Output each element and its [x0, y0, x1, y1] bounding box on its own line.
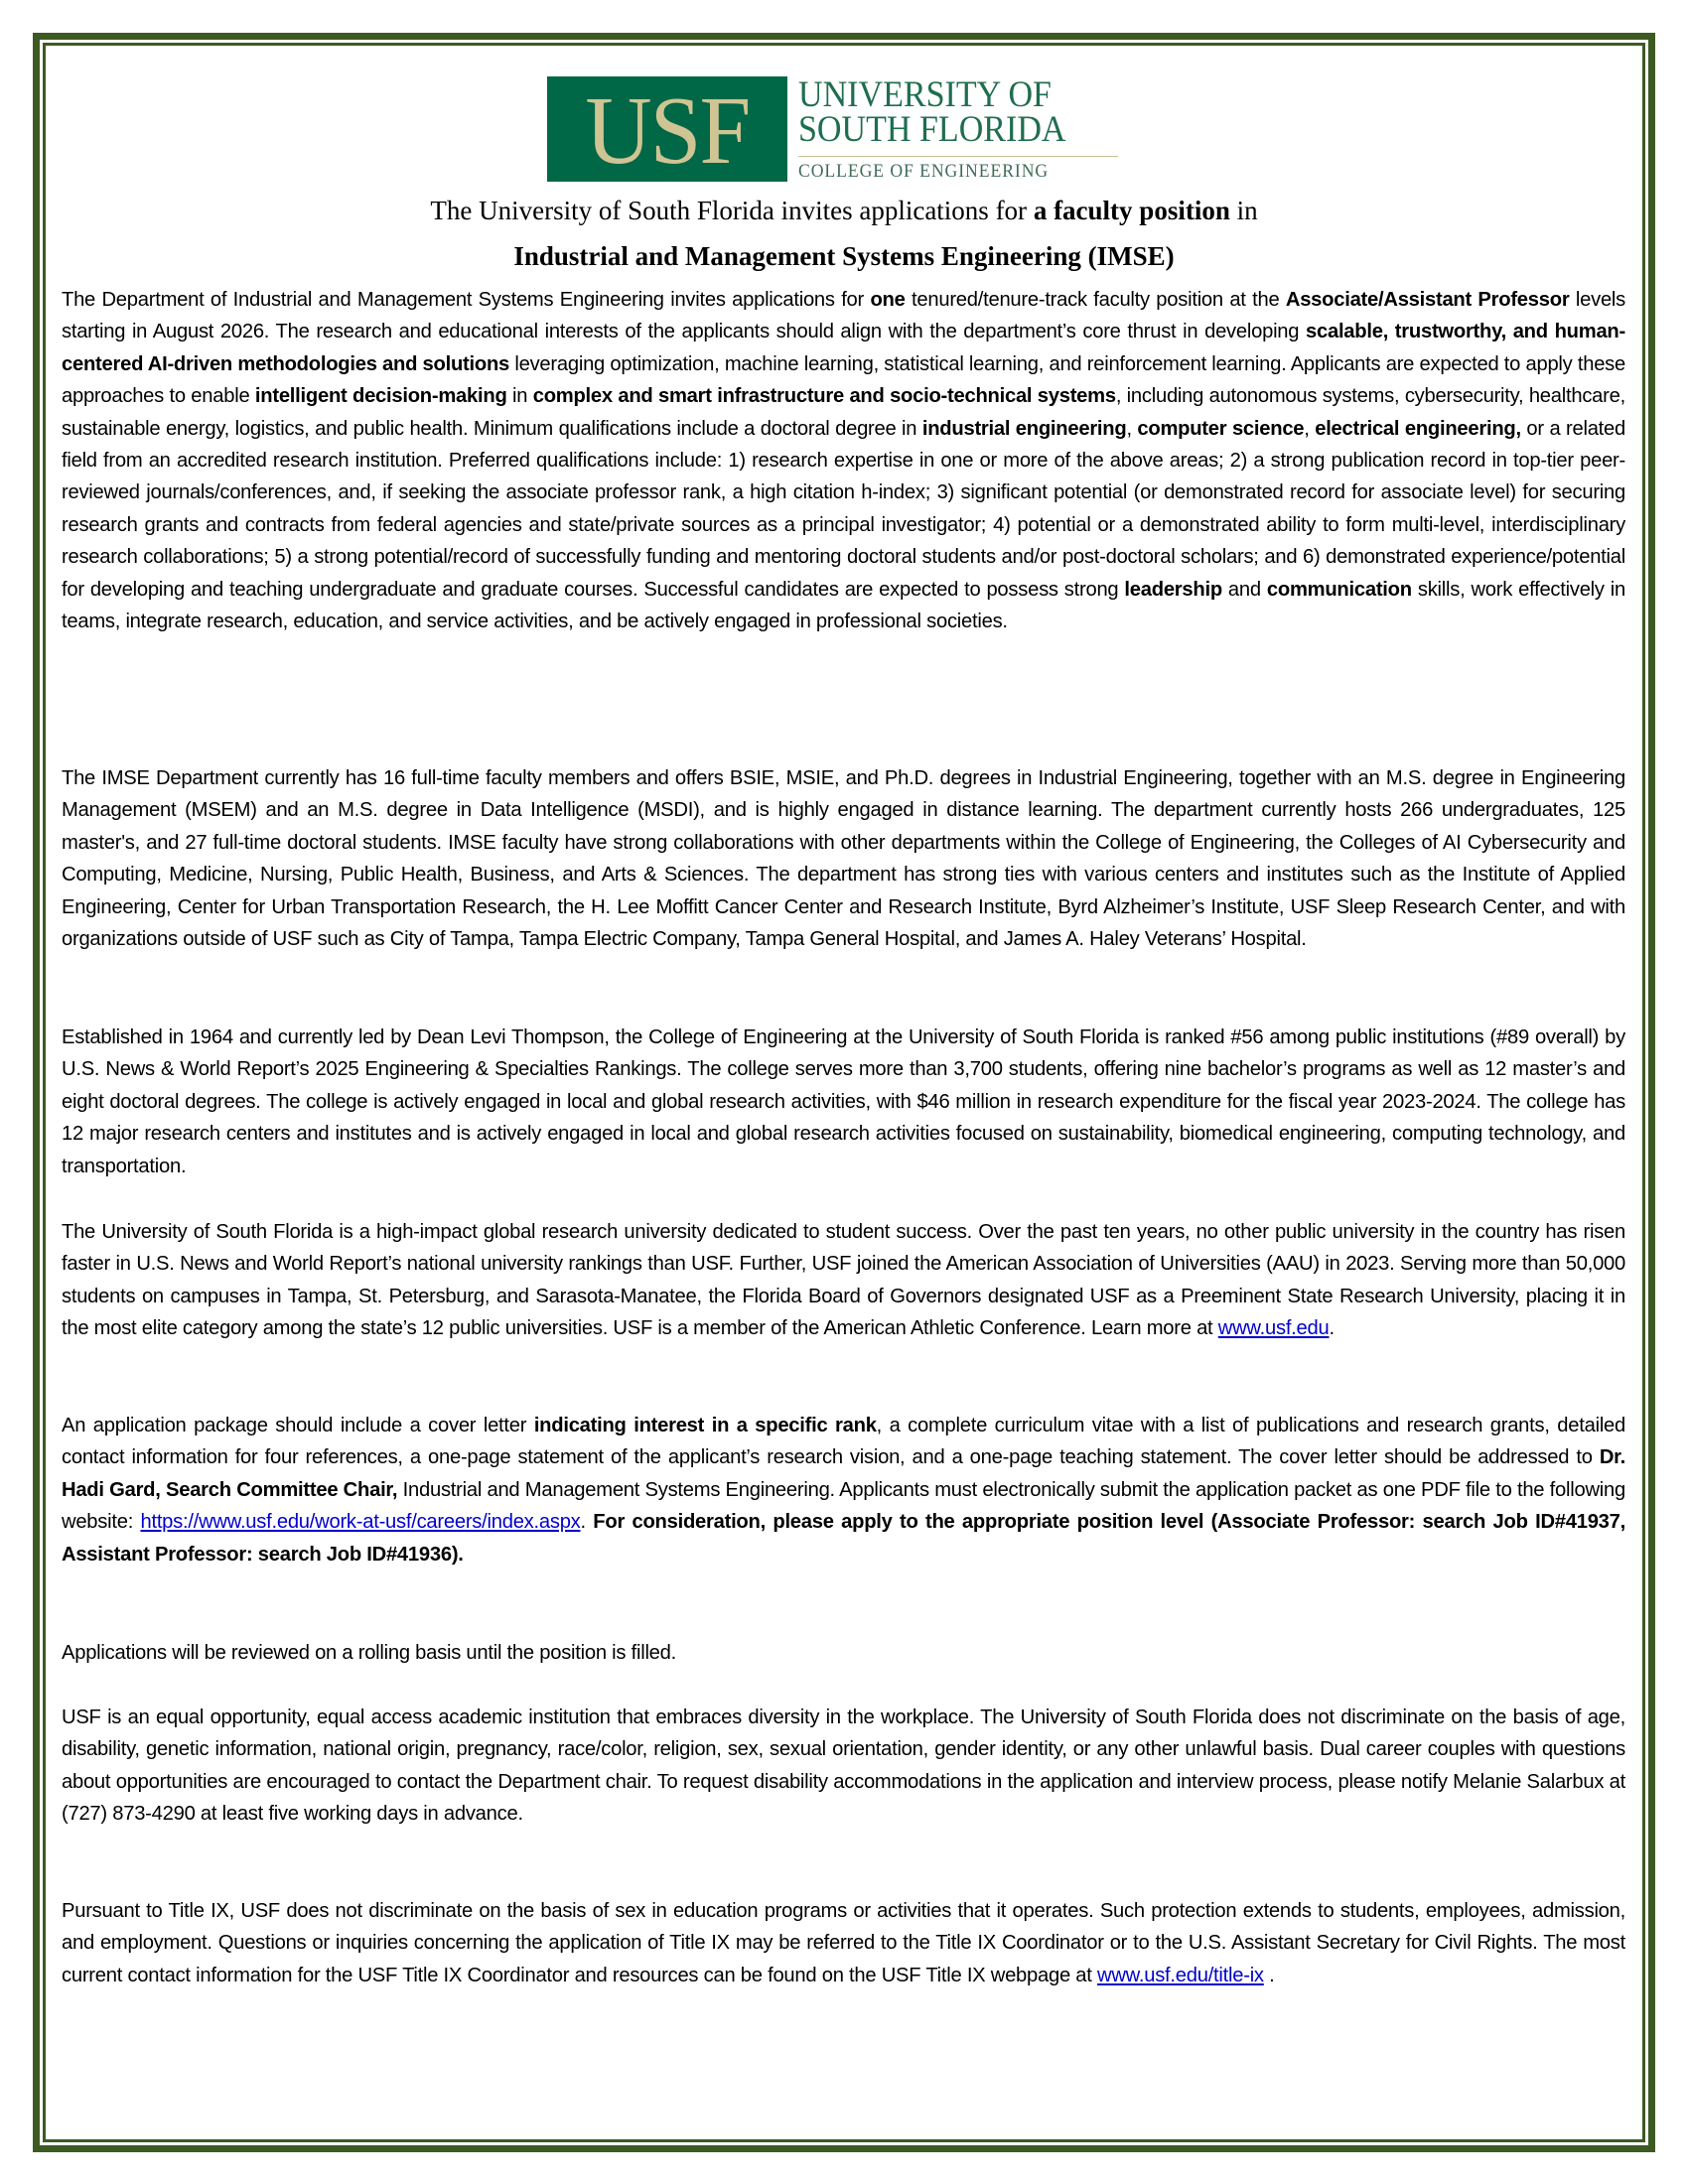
text: Industrial and Management Systems Engineering. Applicants must electronically submit the application packet as one PDF file to the following website:	[62, 1478, 1625, 1534]
paragraph-department-overview: The IMSE Department currently has 16 full-time faculty members and offers BSIE, MSIE, and Ph.D. degrees in Industrial Engineering, together with an M.S. degree in Engineering Management (MSEM) and an M.S. degree in Data Intelligence (MSDI), and is highly engaged in distance learning. The department currently hosts 266 undergraduates, 125 master's, and 27 full-time doctoral students. IMSE faculty have strong collaborations with other departments within the College of Engineering, the Colleges of AI Cybersecurity and Computing, Medicine, Nursing, Public Health, Business, and Arts & Sciences. The department has strong ties with various centers and institutes such as the Institute of Applied Engineering, Center for Urban Transportation Research, the H. Lee Moffitt Cancer Center and Research Institute, Byrd Alzheimer’s Institute, USF Sleep Research Center, and with organizations outside of USF such as City of Tampa, Tampa Electric Company, Tampa General Hospital, and James A. Haley Veterans’ Hospital.	[62, 767, 1625, 951]
text: The Department of Industrial and Management Systems Engineering invites applications for	[62, 289, 871, 311]
logo-university-of: UNIVERSITY OF	[798, 74, 1052, 115]
bold-text: indicating interest in a specific rank	[533, 1415, 877, 1436]
text: .	[1329, 1317, 1335, 1340]
careers-website-link[interactable]: https://www.usf.edu/work-at-usf/careers/index.aspx	[140, 1511, 581, 1534]
text: leveraging optimization, machine learning, statistical learning, and reinforcement learning. Applicants are expected to apply these approaches to enable	[62, 352, 1626, 408]
bold-text: scalable, trustworthy, and human-centered AI-driven methodologies and solutions	[62, 321, 1625, 375]
bold-text: electrical engineering,	[1315, 417, 1521, 440]
text: skills, work effectively in teams, integrate research, education, and service activities, and be actively engaged in professional societies.	[62, 578, 1625, 633]
usf-college-of-engineering-logo	[547, 74, 1117, 185]
logo-divider	[798, 156, 1118, 157]
title-text: The University of South Florida invites applications for	[430, 196, 1034, 225]
text: , including autonomous systems, cybersecurity, healthcare, sustainable energy, logistics, and public health. Minimum qualifications include a doctoral degree in	[62, 385, 1625, 440]
paragraph-application-instructions	[62, 1410, 1625, 1570]
bold-text: For consideration, please apply to the appropriate position level (Associate Professor: search Job ID#41937, Assistant Professor: search Job ID#41936).	[62, 1511, 1625, 1566]
logo-college-of-engineering: COLLEGE OF ENGINEERING	[798, 161, 1050, 182]
text: ,	[1304, 417, 1316, 440]
paragraph-university-overview	[62, 1216, 1625, 1345]
text: or a related field from an accredited research institution. Preferred qualifications include: 1) research expertise in one or more of the above areas; 2) a strong publication record in top-tier peer-reviewed journals/conferences, and, if seeking the associate professor rank, a high citation h-index; 3) significant potential (or demonstrated record for associate level) for securing research grants and contracts from federal agencies and state/private sources as a principal investigator; 4) potential or a demonstrated ability to form multi-level, interdisciplinary research collaborations; 5) a strong potential/record of successfully funding and mentoring doctoral students and/or post-doctoral scholars; and 6) demonstrated experience/potential for developing and teaching undergraduate and graduate courses. Successful candidates are expected to possess strong	[62, 417, 1625, 601]
text: The University of South Florida is a high-impact global research university dedicated to student success. Over the past ten years, no other public university in the country has risen faster in U.S. News and World Report’s national university rankings than USF. Further, USF joined the American Association of Universities (AAU) in 2023. Serving more than 50,000 students on campuses in Tampa, St. Petersburg, and Sarasota-Manatee, the Florida Board of Governors designated USF as a Preeminent State Research University, placing it in the most elite category among the state’s 12 public universities. USF is a member of the American Athletic Conference. Learn more at	[62, 1221, 1625, 1340]
paragraph-equal-opportunity: USF is an equal opportunity, equal access academic institution that embraces diversity in the workplace. The University of South Florida does not discriminate on the basis of age, disability, genetic information, national origin, pregnancy, race/color, religion, sex, sexual orientation, gender identity, or any other unlawful basis. Dual career couples with questions about opportunities are encouraged to contact the Department chair. To request disability accommodations in the application and interview process, please notify Melanie Salarbux at (727) 873-4290 at least five working days in advance.	[62, 1706, 1625, 1826]
bold-text: Associate/Assistant Professor	[1285, 289, 1570, 311]
text: in	[506, 385, 533, 408]
usf-website-link[interactable]: www.usf.edu	[1217, 1317, 1330, 1340]
text: An application package should include a cover letter	[62, 1415, 534, 1436]
bold-text: leadership	[1124, 578, 1222, 601]
paragraph-title-ix	[62, 1895, 1625, 1991]
text: levels starting in August 2026. The research and educational interests of the applicants should align with the department’s core thrust in developing	[62, 289, 1625, 343]
paragraph-college-overview: Established in 1964 and currently led by Dean Levi Thompson, the College of Engineering at the University of South Florida is ranked #56 among public institutions (#89 overall) by U.S. News & World Report’s 2025 Engineering & Specialties Rankings. The college serves more than 3,700 students, offering nine bachelor’s programs as well as 12 master’s and eight doctoral degrees. The college is actively engaged in local and global research activities, with $46 million in research expenditure for the fiscal year 2023-2024. The college has 12 major research centers and institutes and is actively engaged in local and global research activities focused on sustainability, biomedical engineering, computing technology, and transportation.	[62, 1026, 1625, 1177]
text: .	[1263, 1964, 1275, 1986]
text: tenured/tenure-track faculty position at the	[905, 289, 1286, 311]
bold-text: communication	[1266, 578, 1412, 601]
logo-wordmark	[798, 76, 1118, 182]
bold-text: Dr. Hadi Gard, Search Committee Chair,	[62, 1446, 1625, 1501]
title-bold-text: a faculty position	[1033, 196, 1230, 225]
text: ,	[1126, 417, 1138, 440]
page-title-line-1	[0, 198, 1688, 224]
title-text: in	[1229, 196, 1258, 225]
title-ix-link[interactable]: www.usf.edu/title-ix	[1097, 1964, 1264, 1986]
bold-text: industrial engineering	[921, 417, 1127, 440]
usf-logo-letters: USF	[585, 77, 750, 185]
page-title-line-2: Industrial and Management Systems Engineering (IMSE)	[513, 241, 1175, 271]
text: .	[580, 1511, 594, 1534]
text: , a complete curriculum vitae with a list of publications and research grants, detailed contact information for four references, a one-page statement of the applicant’s research vision, and a one-page teaching statement. The cover letter should be addressed to	[62, 1415, 1626, 1469]
bold-text: computer science	[1137, 417, 1305, 440]
logo-south-florida: SOUTH FLORIDA	[798, 109, 1066, 150]
text: Pursuant to Title IX, USF does not discriminate on the basis of sex in education programs or activities that it operates. Such protection extends to students, employees, admission, and employment. Questions or inquiries concerning the application of Title IX may be referred to the Title IX Coordinator or to the U.S. Assistant Secretary for Civil Rights. The most current contact information for the USF Title IX Coordinator and resources can be found on the USF Title IX webpage at	[62, 1900, 1625, 1986]
usf-logo-mark	[547, 76, 787, 185]
bold-text: intelligent decision-making	[254, 385, 507, 408]
bold-text: complex and smart infrastructure and socio-technical systems	[532, 385, 1116, 408]
bold-text: one	[870, 289, 906, 311]
paragraph-review-notice: Applications will be reviewed on a rolling basis until the position is filled.	[62, 1642, 676, 1664]
text: and	[1221, 578, 1267, 601]
paragraph-position-description	[62, 284, 1625, 637]
